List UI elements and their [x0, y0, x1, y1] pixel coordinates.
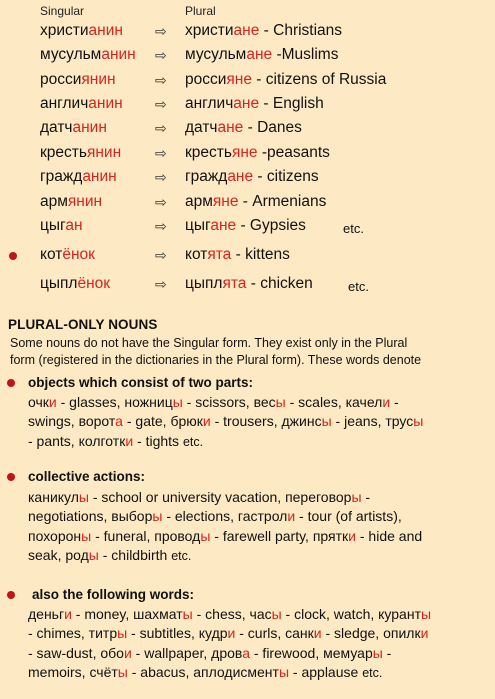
word-stem: англич [40, 95, 89, 112]
text-segment: - childbirth [98, 546, 172, 563]
translation: -Muslims [272, 46, 339, 63]
bullet-icon [7, 473, 15, 481]
group-line [28, 507, 402, 526]
text-segment: - hide and [355, 527, 423, 544]
table-row [0, 245, 495, 267]
word-suffix: анин [72, 119, 107, 136]
plural-word [185, 245, 290, 265]
arrow-icon: ⇨ [155, 23, 167, 39]
arrow-icon: ⇨ [155, 218, 167, 234]
plural-ending: и [125, 432, 134, 449]
word-stem: христи [40, 22, 89, 39]
arrow-icon: ⇨ [155, 169, 167, 185]
word-suffix: анин [101, 46, 136, 63]
text-segment: - tour (of artists), [295, 508, 402, 525]
plural-word [185, 21, 342, 41]
text-segment: - [390, 394, 399, 410]
text-segment: - money, шахмат [71, 606, 183, 622]
group-line [28, 605, 431, 624]
etc-label: etc. [171, 548, 192, 563]
plural-ending: и [202, 413, 211, 430]
singular-word [40, 94, 123, 114]
text-segment: - pants, колготк [28, 432, 126, 449]
plural-word [185, 70, 386, 90]
text-segment: - wallpaper, дров [131, 644, 243, 661]
singular-word [40, 118, 107, 138]
text-segment: - farewell party, прятк [210, 527, 349, 544]
bullet-icon [7, 379, 15, 387]
bullet-icon [7, 591, 15, 599]
translation: - citizens of Russia [251, 71, 387, 88]
translation: - Danes [243, 119, 302, 136]
word-stem: росси [40, 71, 82, 88]
word-suffix: ёнок [77, 275, 111, 292]
text-segment: - curls, санк [235, 625, 314, 642]
group-line [28, 663, 382, 683]
plural-ending: ы [278, 663, 290, 680]
text-segment: memoirs, счёт [28, 663, 118, 680]
plural-ending: и [382, 394, 391, 410]
plural-ending: и [123, 644, 132, 661]
word-stem: цыпл [185, 275, 223, 292]
table-row [0, 167, 495, 189]
translation: - Armenians [238, 193, 327, 210]
etc-label: etc. [362, 665, 383, 680]
text-segment: - gate, брюк [122, 413, 203, 430]
text-segment: - clock, watch, курант [281, 606, 421, 622]
word-suffix: ёнок [62, 246, 95, 263]
word-suffix: янин [86, 144, 122, 161]
arrow-icon: ⇨ [155, 276, 167, 292]
word-stem: гражд [185, 168, 228, 185]
plural-ending: ы [372, 644, 383, 661]
plural-ending: и [420, 625, 429, 642]
singular-word [40, 70, 116, 90]
word-stem: цыг [185, 217, 211, 234]
plural-ending: а [115, 413, 123, 430]
plural-ending: и [313, 625, 322, 642]
table-row [0, 94, 495, 116]
plural-ending: ы [78, 489, 89, 505]
word-stem: гражд [40, 168, 83, 185]
word-suffix: яне [231, 144, 258, 161]
word-stem: кот [185, 246, 208, 263]
group-title: also the following words: [32, 587, 194, 602]
singular-word [40, 192, 102, 212]
plural-word [185, 45, 338, 65]
singular-word [40, 245, 95, 265]
table-row [0, 70, 495, 92]
word-suffix: яне [212, 193, 239, 210]
text-segment: - sledge, опилк [321, 625, 421, 642]
text-segment: swings, ворот [28, 413, 116, 430]
word-suffix: ане [233, 22, 260, 39]
plural-ending: ы [81, 527, 92, 544]
plural-ending: ы [413, 413, 424, 430]
translation: - English [259, 95, 324, 112]
singular-word [40, 21, 123, 41]
etc-label: etc. [343, 221, 364, 236]
table-row [0, 118, 495, 140]
text-segment: каникул [28, 489, 79, 505]
singular-word [40, 167, 117, 187]
plural-header: Plural [185, 4, 216, 18]
plural-ending: ы [420, 606, 432, 622]
arrow-icon: ⇨ [155, 72, 167, 88]
text-segment: - [382, 644, 392, 661]
word-suffix: анин [88, 95, 123, 112]
text-segment: похорон [28, 527, 82, 544]
word-stem: кресть [40, 144, 87, 161]
table-row [0, 21, 495, 43]
group-line [28, 644, 391, 663]
table-row [0, 274, 495, 296]
singular-word [40, 143, 121, 163]
translation: - citizens [253, 168, 319, 185]
plural-word [185, 216, 306, 236]
word-suffix: ята [207, 246, 232, 263]
plural-ending: и [348, 527, 356, 544]
arrow-icon: ⇨ [155, 247, 167, 263]
text-segment: - trousers, джинс [210, 413, 322, 430]
word-suffix: ане [246, 46, 273, 63]
group-title: collective actions: [28, 469, 146, 484]
word-suffix: ане [210, 217, 237, 234]
group-line [28, 432, 203, 452]
word-suffix: ята [222, 275, 247, 292]
plural-ending: ы [200, 527, 211, 544]
arrow-icon: ⇨ [155, 96, 167, 112]
word-stem: мусульм [185, 46, 247, 63]
plural-ending: ы [351, 489, 362, 505]
word-suffix: ане [217, 119, 244, 136]
word-suffix: янин [67, 193, 103, 210]
arrow-icon: ⇨ [155, 47, 167, 63]
plural-ending: ы [275, 394, 286, 410]
arrow-icon: ⇨ [155, 194, 167, 210]
plural-ending: а [242, 644, 250, 661]
text-segment: деньг [28, 606, 65, 622]
text-segment: - applause [289, 663, 363, 680]
text-segment: - chimes, титр [28, 625, 118, 642]
word-stem: цыпл [40, 275, 78, 292]
word-stem: арм [185, 193, 213, 210]
table-row [0, 216, 495, 238]
plural-ending: ы [321, 413, 332, 430]
plural-word [185, 118, 302, 138]
plural-ending: и [287, 508, 296, 525]
translation: - Christians [259, 22, 343, 39]
table-row [0, 143, 495, 165]
group-line [28, 393, 399, 412]
intro-paragraph [10, 335, 495, 369]
text-segment: - scissors, вес [182, 394, 276, 410]
bullet-icon [9, 252, 17, 260]
text-segment: negotiations, выбор [28, 508, 153, 525]
text-segment: - scales, качел [285, 394, 383, 410]
intro-line: form (registered in the dictionaries in the Plural form). These words denote [10, 353, 422, 367]
word-suffix: яне [226, 71, 252, 88]
plural-ending: ы [271, 606, 282, 622]
plural-word [185, 274, 313, 294]
plural-ending: и [48, 394, 57, 410]
text-segment: - firewood, мемуар [249, 644, 373, 661]
intro-line: Some nouns do not have the Singular form. They exist only in the Plural [10, 336, 408, 350]
table-row [0, 45, 495, 67]
group-line [28, 546, 191, 566]
plural-word [185, 94, 324, 114]
text-segment: - [361, 489, 371, 505]
translation: -peasants [257, 144, 330, 161]
table-row [0, 192, 495, 214]
etc-label: etc. [348, 279, 369, 294]
word-suffix: ане [227, 168, 254, 185]
plural-word [185, 143, 330, 163]
word-stem: христи [185, 22, 234, 39]
word-stem: кот [40, 246, 63, 263]
plural-ending: ы [182, 606, 193, 622]
word-stem: датч [185, 119, 218, 136]
group-line [28, 624, 428, 643]
plural-ending: и [227, 625, 236, 642]
text-segment: - saw-dust, обо [28, 644, 124, 661]
singular-word [40, 45, 136, 65]
plural-ending: ы [172, 394, 183, 410]
text-segment: - elections, гастрол [162, 508, 288, 525]
text-segment: seak, род [28, 546, 89, 563]
group-title: objects which consist of two parts: [28, 375, 254, 390]
text-segment: - tights [133, 432, 183, 449]
word-stem: арм [40, 193, 68, 210]
word-suffix: анин [82, 168, 117, 185]
word-suffix: анин [88, 22, 123, 39]
translation: - Gypsies [236, 217, 306, 234]
text-segment: - subtitles, кудр [127, 625, 228, 642]
plural-ending: ы [88, 546, 99, 563]
word-stem: росси [185, 71, 227, 88]
text-segment: - abacus, аплодисмент [127, 663, 279, 680]
word-stem: датч [40, 119, 73, 136]
word-stem: кресть [185, 144, 232, 161]
text-segment: - school or university vacation, переговор [88, 489, 352, 505]
singular-word [40, 216, 83, 236]
plural-ending: ы [117, 625, 128, 642]
translation: - chicken [246, 275, 313, 292]
section-title: PLURAL-ONLY NOUNS [8, 317, 158, 332]
text-segment: - jeans, трус [331, 413, 414, 430]
text-segment: - funeral, провод [91, 527, 201, 544]
word-suffix: ане [233, 95, 260, 112]
word-suffix: ан [65, 217, 83, 234]
text-segment: - glasses, ножниц [56, 394, 173, 410]
arrow-icon: ⇨ [155, 145, 167, 161]
plural-ending: ы [152, 508, 163, 525]
plural-word [185, 167, 319, 187]
plural-ending: и [64, 606, 72, 622]
singular-header: Singular [40, 4, 85, 18]
word-stem: цыг [40, 217, 66, 234]
text-segment: - chess, час [192, 606, 272, 622]
plural-word [185, 192, 326, 212]
group-line [28, 488, 370, 507]
etc-label: etc. [182, 434, 204, 449]
text-segment: очк [28, 394, 49, 410]
arrow-icon: ⇨ [155, 120, 167, 136]
group-line [28, 412, 423, 431]
translation: - kittens [231, 246, 290, 263]
group-line [28, 527, 422, 546]
plural-ending: ы [117, 663, 128, 680]
singular-word [40, 274, 110, 294]
word-stem: мусульм [40, 46, 102, 63]
word-suffix: янин [81, 71, 116, 88]
word-stem: англич [185, 95, 234, 112]
